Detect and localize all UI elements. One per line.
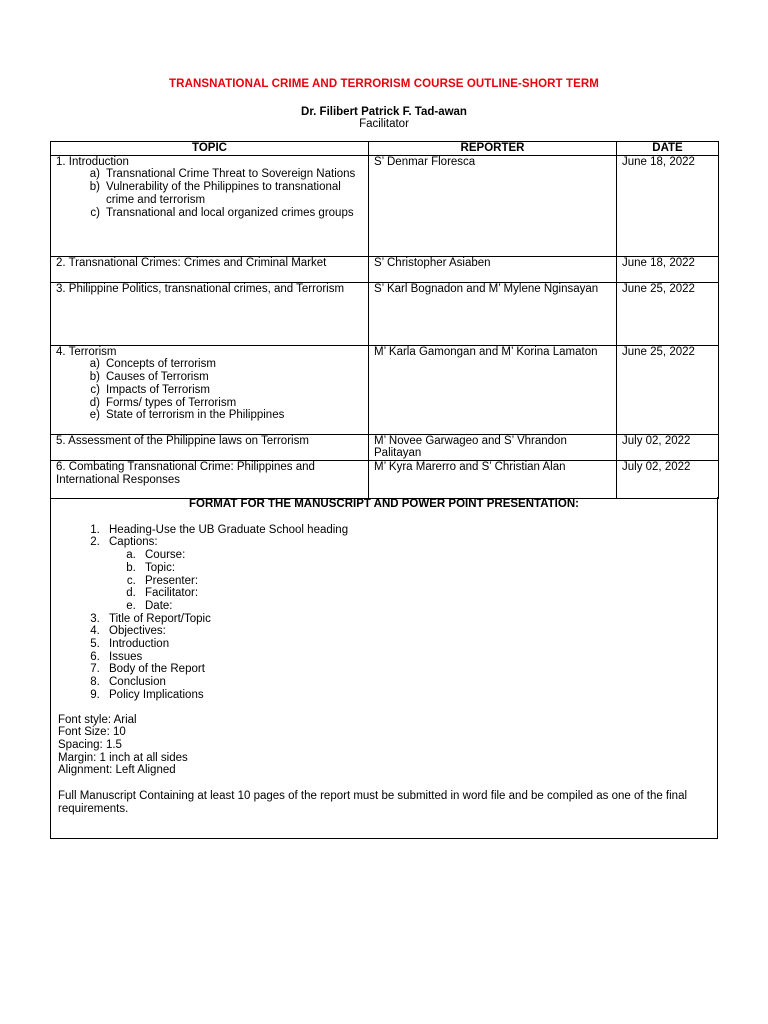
topic-cell: 3. Philippine Politics, transnational crimes, and Terrorism: [51, 282, 369, 345]
format-item: 6. Issues: [103, 651, 717, 664]
spec-line: Spacing: 1.5: [58, 738, 122, 751]
table-row: [51, 282, 719, 345]
topic-cell: 5. Assessment of the Philippine laws on Terrorism: [51, 434, 369, 460]
reporter-cell: M’ Kyra Marerro and S’ Christian Alan: [369, 461, 617, 499]
topic-cell: 2. Transnational Crimes: Crimes and Criminal Market: [51, 256, 369, 282]
topic-title: 4. Terrorism: [56, 345, 117, 358]
format-item: 7. Body of the Report: [103, 663, 717, 676]
topic-cell: [51, 345, 369, 434]
caption-item: a. Course:: [139, 549, 717, 562]
subtopic-item: d. Forms/ types of Terrorism: [100, 397, 363, 410]
spec-line: Font style: Arial: [58, 713, 137, 726]
course-outline-table: [50, 141, 719, 499]
spec-line: Margin: 1 inch at all sides: [58, 751, 188, 764]
column-header-date: DATE: [617, 142, 719, 156]
format-item-captions: [103, 536, 717, 612]
facilitator-role: Facilitator: [359, 118, 409, 130]
caption-item: c. Presenter:: [139, 575, 717, 588]
document-title: TRANSNATIONAL CRIME AND TERRORISM COURSE OUTLINE-SHORT TERM: [169, 78, 599, 90]
submission-note: Full Manuscript Containing at least 10 pages of the report must be submitted in word file and be compiled as one of the final requirements.: [58, 790, 688, 815]
format-item: 4. Objectives:: [103, 625, 717, 638]
column-header-reporter: REPORTER: [369, 142, 617, 156]
subtopic-item: b. Vulnerability of the Philippines to transnational crime and terrorism: [100, 181, 363, 206]
format-item: 1. Heading-Use the UB Graduate School heading: [103, 524, 717, 537]
table-row: [51, 461, 719, 499]
format-item: 9. Policy Implications: [103, 689, 717, 702]
column-header-topic: TOPIC: [51, 142, 369, 156]
format-list: [51, 524, 717, 702]
reporter-cell: S’ Denmar Floresca: [369, 155, 617, 256]
subtopic-list: [56, 168, 363, 219]
caption-item: b. Topic:: [139, 562, 717, 575]
spec-line: Alignment: Left Aligned: [58, 764, 176, 777]
table-header-row: [51, 142, 719, 156]
format-item-label: Captions:: [109, 536, 158, 549]
subtopic-item: c. Transnational and local organized crimes groups: [100, 207, 363, 220]
subtopic-item: a. Transnational Crime Threat to Sovereign Nations: [100, 168, 363, 181]
subtopic-item: c. Impacts of Terrorism: [100, 384, 363, 397]
facilitator-name: Dr. Filibert Patrick F. Tad-awan: [301, 106, 467, 118]
topic-title: 1. Introduction: [56, 155, 129, 168]
topic-cell: 6. Combating Transnational Crime: Philippines and International Responses: [51, 461, 369, 499]
reporter-cell: S’ Karl Bognadon and M’ Mylene Nginsayan: [369, 282, 617, 345]
subtopic-list: [56, 358, 363, 422]
subtopic-item: a. Concepts of terrorism: [100, 358, 363, 371]
date-cell: June 25, 2022: [617, 345, 719, 434]
spec-line: Font Size: 10: [58, 726, 126, 739]
format-item: 8. Conclusion: [103, 676, 717, 689]
date-cell: June 25, 2022: [617, 282, 719, 345]
table-row: [51, 434, 719, 460]
captions-list: [109, 549, 717, 613]
table-row: [51, 155, 719, 256]
caption-item: e. Date:: [139, 600, 717, 613]
format-title: FORMAT FOR THE MANUSCRIPT AND POWER POINT PRESENTATION:: [189, 498, 579, 510]
format-specs: [58, 714, 717, 778]
date-cell: June 18, 2022: [617, 155, 719, 256]
table-row: [51, 345, 719, 434]
date-cell: July 02, 2022: [617, 461, 719, 499]
reporter-cell: S’ Christopher Asiaben: [369, 256, 617, 282]
format-item: 3. Title of Report/Topic: [103, 613, 717, 626]
format-item: 5. Introduction: [103, 638, 717, 651]
table-row: [51, 256, 719, 282]
format-section: [50, 497, 718, 839]
reporter-cell: M’ Novee Garwageo and S’ Vhrandon Palitayan: [369, 434, 617, 460]
caption-item: d. Facilitator:: [139, 587, 717, 600]
topic-cell: [51, 155, 369, 256]
reporter-cell: M’ Karla Gamongan and M’ Korina Lamaton: [369, 345, 617, 434]
subtopic-item: b. Causes of Terrorism: [100, 371, 363, 384]
date-cell: June 18, 2022: [617, 256, 719, 282]
date-cell: July 02, 2022: [617, 434, 719, 460]
subtopic-item: e. State of terrorism in the Philippines: [100, 409, 363, 422]
